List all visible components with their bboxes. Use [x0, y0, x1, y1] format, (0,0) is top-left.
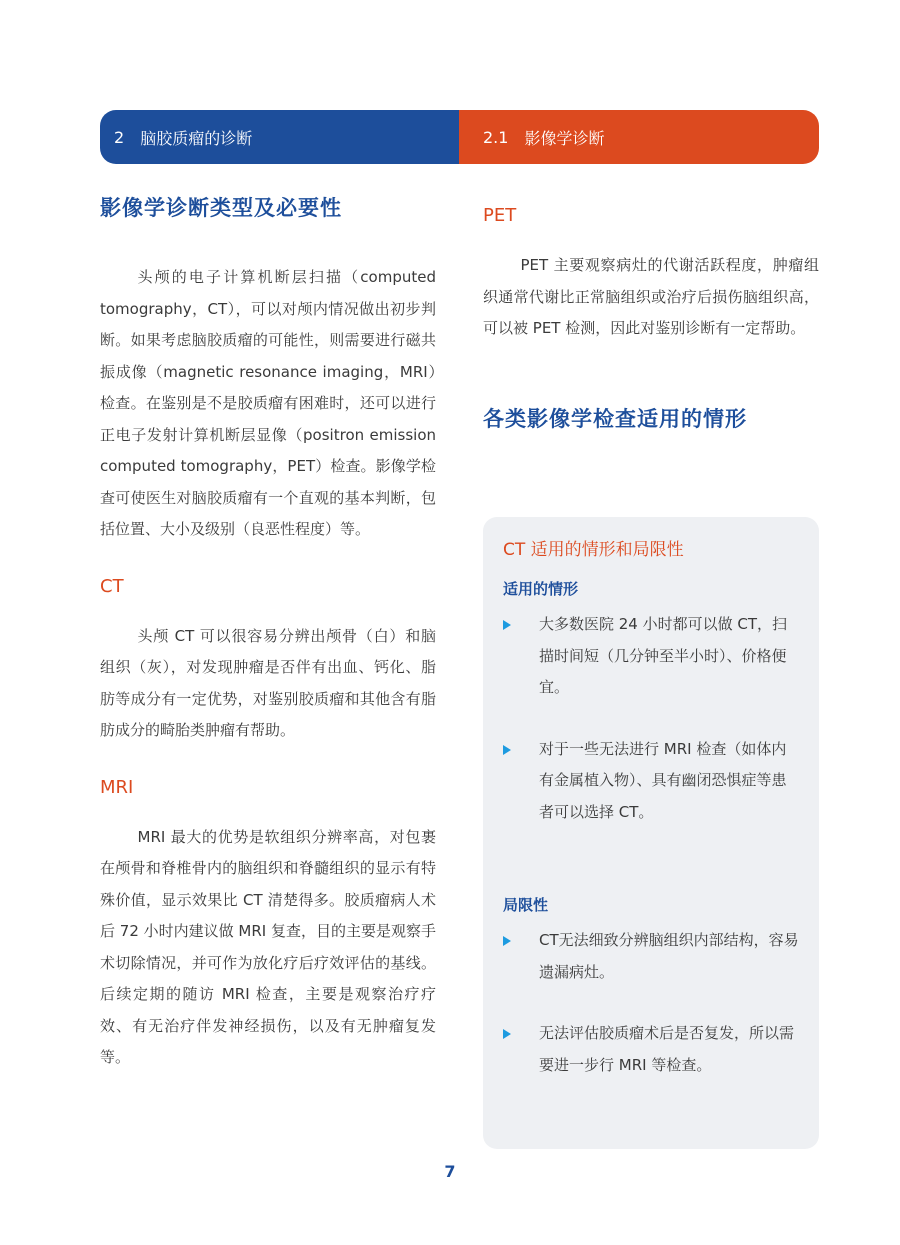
main-heading: 影像学诊断类型及必要性: [100, 196, 342, 220]
section-title: 影像学诊断: [524, 128, 605, 148]
pet-heading: PET: [483, 205, 517, 226]
limits-heading: 局限性: [503, 896, 549, 914]
section-tab: [459, 110, 819, 164]
mri-heading: MRI: [100, 776, 134, 798]
arrow-bullet-icon: [503, 620, 521, 630]
list-item: 无法评估胶质瘤术后是否复发，所以需要进一步行 MRI 等检查。: [503, 1018, 799, 1081]
chapter-title: 脑胶质瘤的诊断: [140, 128, 253, 148]
list-item: 对于一些无法进行 MRI 检查（如体内有金属植入物）、具有幽闭恐惧症等患者可以选择 CT。: [503, 734, 799, 829]
intro-paragraph: 头颅的电子计算机断层扫描（computed tomography，CT），可以对颅内情况做出初步判断。如果考虑脑胶质瘤的可能性，则需要进行磁共振成像（magnetic resonance imaging，MRI）检查。在鉴别是不是胶质瘤有困难时，还可以进行正电子发射计算机断层显像（positron emission computed tomography，PET）检查。影像学检查可使医生对脑胶质瘤有一个直观的基本判断，包括位置、大小及级别（良恶性程度）等。: [100, 268, 436, 538]
list-item: CT无法细致分辨脑组织内部结构，容易遗漏病灶。: [503, 925, 799, 988]
ct-paragraph: 头颅 CT 可以很容易分辨出颅骨（白）和脑组织（灰），对发现肿瘤是否伴有出血、钙化、脂肪等成分有一定优势，对鉴别胶质瘤和其他含有脂肪成分的畸胎类肿瘤有帮助。: [100, 626, 436, 739]
list-item: 大多数医院 24 小时都可以做 CT，扫描时间短（几分钟至半小时）、价格便宜。: [503, 609, 799, 704]
ct-heading: CT: [100, 575, 124, 597]
arrow-bullet-icon: [503, 936, 521, 946]
chapter-header: [100, 110, 819, 164]
ct-info-box: [483, 517, 819, 1149]
applicable-heading: 适用的情形: [503, 580, 579, 598]
section-number: 2.1: [483, 127, 509, 147]
box-title: CT 适用的情形和局限性: [503, 540, 684, 560]
pet-paragraph: PET 主要观察病灶的代谢活跃程度，肿瘤组织通常代谢比正常脑组织或治疗后损伤脑组织高，可以被 PET 检测，因此对鉴别诊断有一定帮助。: [483, 256, 819, 337]
chapter-tab: [100, 110, 459, 164]
left-column: [100, 192, 436, 1074]
arrow-bullet-icon: [503, 1029, 521, 1039]
arrow-bullet-icon: [503, 745, 521, 755]
chapter-number: 2: [114, 127, 125, 147]
mri-paragraph: MRI 最大的优势是软组织分辨率高，对包裹在颅骨和脊椎骨内的脑组织和脊髓组织的显示有特殊价值，显示效果比 CT 清楚得多。胶质瘤病人术后 72 小时内建议做 MRI 复查，目的主要是观察手术切除情况，并可作为放化疗后疗效评估的基线。后续定期的随访 MRI 检查，主要是观察治疗疗效、有无治疗伴发神经损伤，以及有无肿瘤复发等。: [100, 827, 436, 1066]
imaging-use-heading: 各类影像学检查适用的情形: [483, 406, 747, 431]
right-column: [483, 205, 819, 473]
page-number: 7: [444, 1162, 456, 1181]
